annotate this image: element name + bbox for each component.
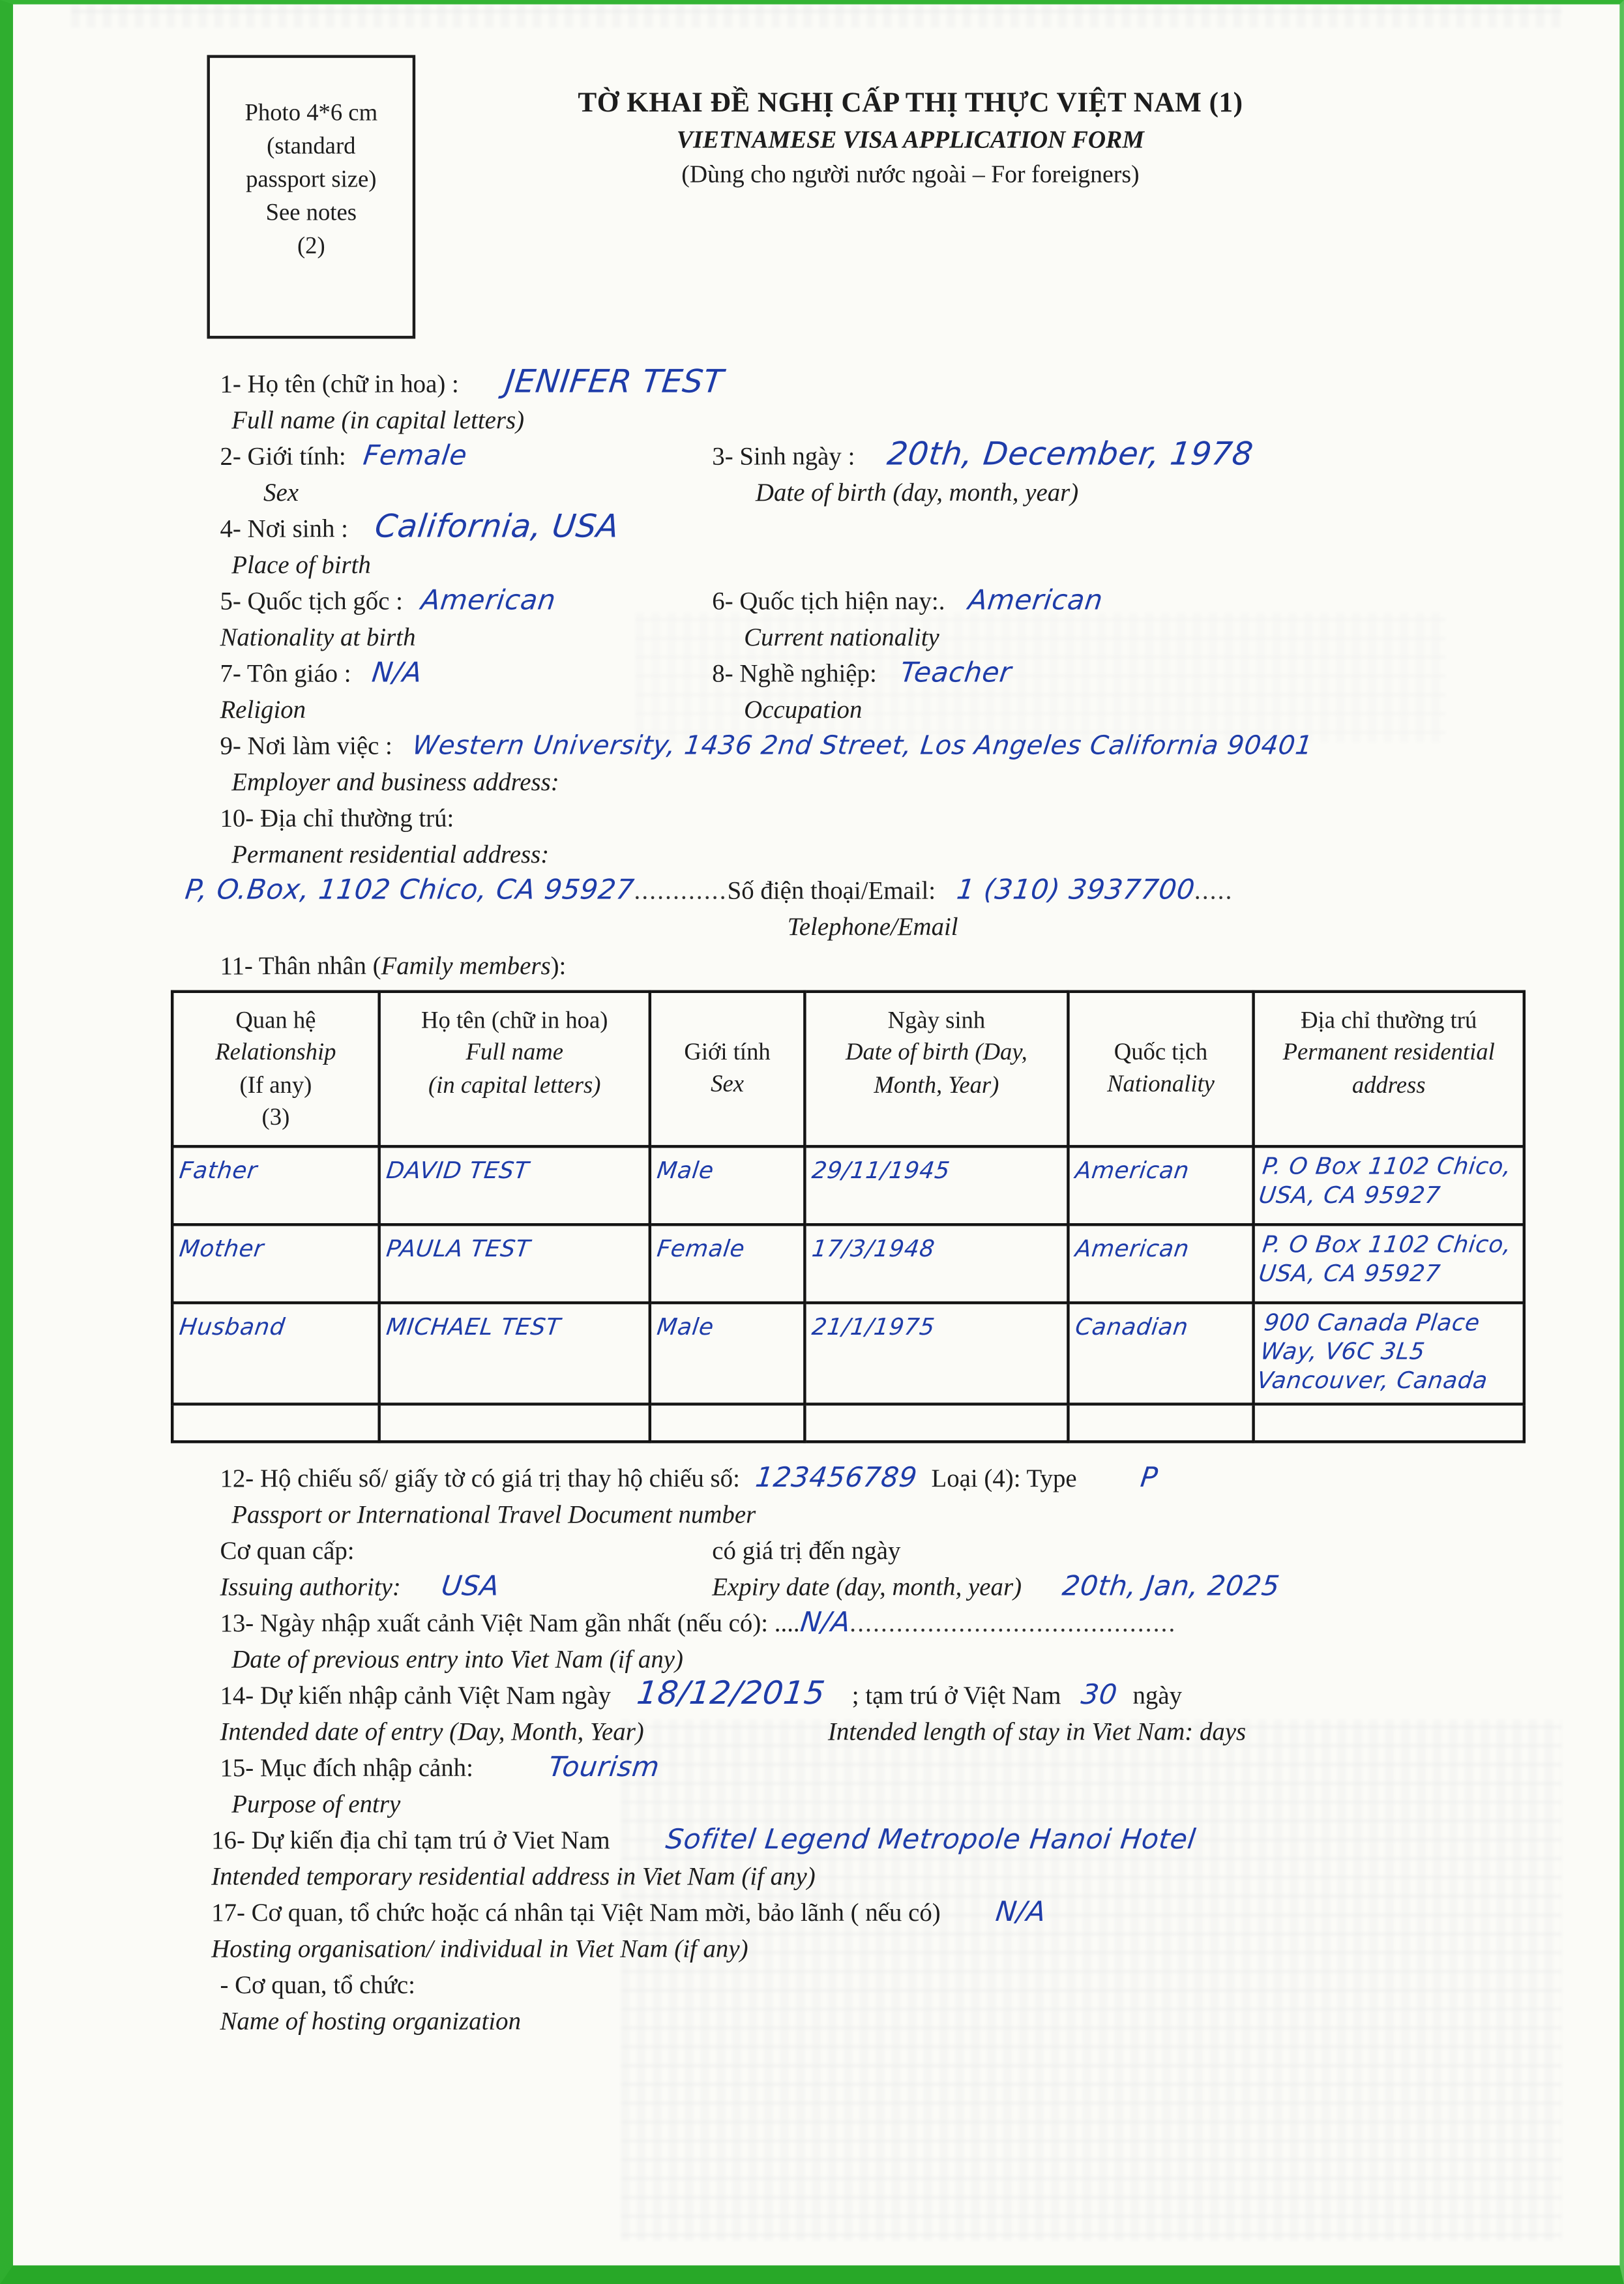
header-note: (3) <box>261 1103 290 1131</box>
field-16-sublabel: Intended temporary residential address in Viet Nam (if any) <box>211 1861 816 1891</box>
family-table-empty-row <box>172 1404 1524 1442</box>
field-9-value-handwritten: Western University, 1436 2nd Street, Los Angeles California 90401 <box>411 731 1315 762</box>
col-header-nationality <box>1068 992 1253 1147</box>
field-7-value-handwritten: N/A <box>370 657 424 689</box>
cell-sex-handwritten: Male <box>655 1313 716 1341</box>
field-6-sublabel: Current nationality <box>744 622 939 652</box>
cell-address-handwritten: 900 Canada Place Way, V6C 3L5 Vancouver, Canada <box>1255 1309 1490 1395</box>
form-header <box>419 88 1403 189</box>
field-8-sublabel: Occupation <box>744 694 863 724</box>
cell-dob-handwritten: 21/1/1975 <box>810 1313 937 1341</box>
dotted-leader: ............ <box>634 876 728 905</box>
header-vn: Địa chỉ thường trú <box>1301 1005 1477 1034</box>
field-14-sublabel: Intended date of entry (Day, Month, Year) <box>220 1717 644 1746</box>
photo-box-line: (standard <box>267 132 356 160</box>
cell-relationship-handwritten: Father <box>177 1156 259 1185</box>
field-9-sublabel: Employer and business address: <box>231 767 559 797</box>
empty-cell <box>805 1404 1068 1442</box>
empty-cell <box>1254 1404 1524 1442</box>
header-vn: Ngày sinh <box>887 1005 986 1034</box>
header-en: Sex <box>711 1070 745 1098</box>
field-4-value-handwritten: California, USA <box>372 509 621 546</box>
field-3-label: 3- Sinh ngày : <box>712 441 855 471</box>
cell-nationality-handwritten: American <box>1074 1234 1191 1263</box>
header-vn: Quan hệ <box>235 1005 316 1034</box>
field-12-value-handwritten: 123456789 <box>753 1462 919 1494</box>
field-1-sublabel: Full name (in capital letters) <box>231 405 525 435</box>
header-en: Date of birth (Day, Month, Year) <box>845 1038 1027 1099</box>
dotted-leader: .......................................... <box>849 1608 1177 1638</box>
phone-email-label: Số điện thoại/Email: <box>727 876 936 905</box>
issuing-authority-value-handwritten: USA <box>439 1570 502 1603</box>
field-14-entry-date-handwritten: 18/12/2015 <box>635 1676 828 1713</box>
family-table-row <box>172 1146 1524 1224</box>
header-en: Nationality <box>1107 1070 1215 1098</box>
field-9-label: 9- Nơi làm việc : <box>220 731 392 760</box>
col-header-address <box>1254 992 1524 1147</box>
header-extra: (in capital letters) <box>428 1070 601 1099</box>
empty-cell <box>379 1404 650 1442</box>
header-en: Full name <box>465 1038 564 1066</box>
col-header-relationship <box>172 992 379 1147</box>
cell-nationality-handwritten: Canadian <box>1074 1313 1190 1341</box>
cell-relationship-handwritten: Husband <box>177 1313 287 1341</box>
photo-box-line: See notes <box>265 198 357 226</box>
cell-nationality-handwritten: American <box>1074 1156 1191 1185</box>
expiry-date-value-handwritten: 20th, Jan, 2025 <box>1061 1570 1282 1603</box>
photo-placeholder-box <box>207 55 415 338</box>
dotted-leader: ..... <box>1194 876 1233 905</box>
scan-bleedthrough-top <box>71 5 1562 28</box>
field-10-sublabel: Permanent residential address: <box>231 839 550 869</box>
family-table-row <box>172 1224 1524 1303</box>
phone-email-value-handwritten: 1 (310) 3937700 <box>954 874 1197 906</box>
photo-box-line: Photo 4*6 cm <box>244 98 378 126</box>
cell-address-handwritten: P. O Box 1102 Chico, USA, CA 95927 <box>1257 1230 1513 1287</box>
phone-email-sublabel: Telephone/Email <box>787 912 958 942</box>
field-8-label: 8- Nghề nghiệp: <box>712 659 877 688</box>
field-15-sublabel: Purpose of entry <box>231 1789 401 1818</box>
issuing-authority-label-en: Issuing authority: <box>220 1572 401 1601</box>
field-12-sublabel: Passport or International Travel Document number <box>231 1500 756 1529</box>
field-16-label: 16- Dự kiến địa chỉ tạm trú ở Viet Nam <box>211 1825 610 1855</box>
empty-cell <box>172 1404 379 1442</box>
field-2-sublabel: Sex <box>263 477 299 507</box>
field-13-label: 13- Ngày nhập xuất cảnh Việt Nam gần nhất (nếu có): .... <box>220 1608 800 1638</box>
photo-box-line: passport size) <box>246 165 377 193</box>
field-4-sublabel: Place of birth <box>231 550 371 580</box>
expiry-date-label-vn: có giá trị đến ngày <box>712 1535 901 1565</box>
cell-name-handwritten: MICHAEL TEST <box>385 1313 563 1341</box>
field-6-label: 6- Quốc tịch hiện nay:. <box>712 586 945 615</box>
field-2-label: 2- Giới tính: <box>220 441 346 471</box>
field-1-value-handwritten: JENIFER TEST <box>503 364 726 401</box>
field-11-label-end: ): <box>550 951 567 981</box>
field-15-label: 15- Mục đích nhập cảnh: <box>220 1753 473 1783</box>
field-7-label: 7- Tôn giáo : <box>220 659 351 688</box>
photo-box-line: (2) <box>297 232 325 260</box>
field-6-value-handwritten: American <box>966 584 1105 617</box>
field-3-sublabel: Date of birth (day, month, year) <box>755 477 1079 507</box>
field-12-label: 12- Hộ chiếu số/ giấy tờ có giá trị thay hộ chiếu số: <box>220 1463 740 1493</box>
field-13-value-handwritten: N/A <box>797 1607 852 1639</box>
issuing-authority-label-vn: Cơ quan cấp: <box>220 1535 355 1565</box>
field-13-sublabel: Date of previous entry into Viet Nam (if any) <box>231 1644 683 1674</box>
field-12-type-value-handwritten: P <box>1139 1462 1160 1494</box>
field-11-label-italic: Family members <box>381 951 551 981</box>
field-14-sublabel-2: Intended length of stay in Viet Nam: days <box>827 1717 1247 1746</box>
header-en: Permanent residential address <box>1282 1038 1495 1099</box>
cell-sex-handwritten: Female <box>655 1234 747 1263</box>
expiry-date-label-en: Expiry date (day, month, year) <box>712 1572 1022 1601</box>
family-table-row <box>172 1303 1524 1404</box>
field-5-value-handwritten: American <box>419 584 557 617</box>
field-11-label: 11- Thân nhân ( <box>220 951 381 981</box>
header-vn: Họ tên (chữ in hoa) <box>421 1005 608 1034</box>
field-16-value-handwritten: Sofitel Legend Metropole Hanoi Hotel <box>663 1824 1198 1856</box>
field-4-label: 4- Nơi sinh : <box>220 514 348 543</box>
empty-cell <box>650 1404 805 1442</box>
header-en: Relationship <box>215 1038 336 1066</box>
field-17-value-handwritten: N/A <box>994 1896 1048 1929</box>
family-table-header-row <box>172 992 1524 1147</box>
col-header-dob <box>805 992 1068 1147</box>
header-extra: (If any) <box>239 1070 312 1099</box>
cell-name-handwritten: PAULA TEST <box>385 1234 532 1263</box>
field-15-value-handwritten: Tourism <box>547 1751 662 1784</box>
hosting-org-label-en: Name of hosting organization <box>220 2006 522 2036</box>
form-body <box>177 364 1537 2040</box>
field-5-sublabel: Nationality at birth <box>220 622 416 652</box>
family-members-table <box>171 990 1526 1444</box>
field-17-sublabel: Hosting organisation/ individual in Viet Nam (if any) <box>211 1934 748 1963</box>
field-10-value-handwritten: P, O.Box, 1102 Chico, CA 95927 <box>183 874 636 906</box>
col-header-fullname <box>379 992 650 1147</box>
form-title-vietnamese: TỜ KHAI ĐỀ NGHỊ CẤP THỊ THỰC VIỆT NAM (1) <box>578 88 1243 119</box>
field-7-sublabel: Religion <box>220 694 306 724</box>
hosting-org-label-vn: - Cơ quan, tổ chức: <box>220 1970 415 2000</box>
field-3-value-handwritten: 20th, December, 1978 <box>885 437 1256 473</box>
field-2-value-handwritten: Female <box>362 439 470 472</box>
cell-dob-handwritten: 29/11/1945 <box>810 1156 952 1185</box>
empty-cell <box>1068 1404 1253 1442</box>
header-vn: Giới tính <box>684 1037 771 1065</box>
field-12-type-label: Loại (4): Type <box>931 1463 1077 1493</box>
field-14-label-3: ngày <box>1132 1680 1183 1710</box>
field-14-stay-days-handwritten: 30 <box>1080 1679 1120 1712</box>
cell-sex-handwritten: Male <box>655 1156 716 1185</box>
field-1-label: 1- Họ tên (chữ in hoa) : <box>220 369 459 398</box>
cell-address-handwritten: P. O Box 1102 Chico, USA, CA 95927 <box>1257 1152 1513 1209</box>
field-17-label: 17- Cơ quan, tổ chức hoặc cá nhân tại Việt Nam mời, bảo lãnh ( nếu có) <box>211 1897 941 1927</box>
form-title-english: VIETNAMESE VISA APPLICATION FORM <box>676 126 1144 154</box>
header-vn: Quốc tịch <box>1114 1037 1208 1065</box>
cell-dob-handwritten: 17/3/1948 <box>810 1234 937 1263</box>
field-14-label-2: ; tạm trú ở Việt Nam <box>851 1680 1061 1710</box>
field-5-label: 5- Quốc tịch gốc : <box>220 586 403 615</box>
form-subtitle: (Dùng cho người nước ngoài – For foreigners) <box>681 160 1140 188</box>
field-8-value-handwritten: Teacher <box>898 657 1014 689</box>
cell-name-handwritten: DAVID TEST <box>385 1156 531 1185</box>
col-header-sex <box>650 992 805 1147</box>
field-10-label: 10- Địa chỉ thường trú: <box>220 803 454 833</box>
cell-relationship-handwritten: Mother <box>177 1234 266 1263</box>
field-14-label: 14- Dự kiến nhập cảnh Việt Nam ngày <box>220 1680 612 1710</box>
